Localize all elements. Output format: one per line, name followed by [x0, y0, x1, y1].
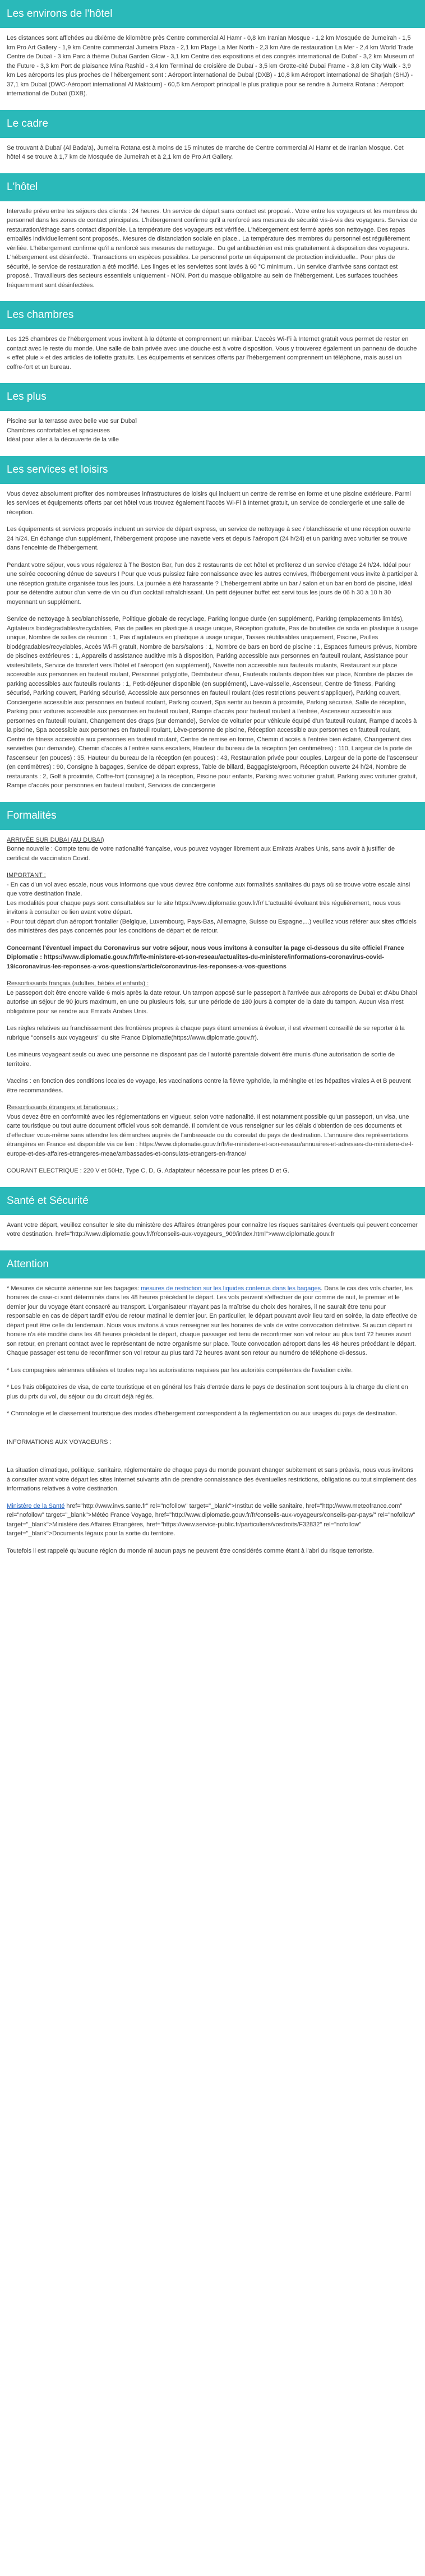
section-title-environs: Les environs de l'hôtel — [0, 0, 425, 28]
services-paragraph: Les équipements et services proposés incluent un service de départ express, un service de nettoyage à sec / blanchisserie et une réception ouverte 24 h/24. En échange d'un supplément, l'hébergement propose une navette vers et depuis l'aéroport (24 h/24) et un parking avec voiturier se trouve dans l'enceinte de l'hébergement. — [7, 526, 411, 551]
important-line: - Pour tout départ d'un aéroport frontalier (Belgique, Luxembourg, Pays-Bas, Allemagne, Suisse ou Espagne,...) veuillez vous référer aux sites officiels des ministères des pays concernés pour les conditions de départ et de retour. — [7, 918, 417, 934]
section-title-chambres: Les chambres — [0, 301, 425, 329]
chrono-text: * Chronologie et le classement touristique des modes d'hébergement correspondent à la réglementation ou aux usages du pays de destination. — [7, 1410, 398, 1417]
regles-text: Les règles relatives au franchissement des frontières propres à chaque pays étant amenées à évoluer, il est vivement conseillé de se reporter à la rubrique "conseils aux voyageurs" du site France Diplomatie(https://www.diplomatie.gouv.fr). — [7, 1025, 405, 1041]
environs-text: Les distances sont affichées au dixième de kilomètre près Centre commercial Al Hamr - 0,8 km Iranian Mosque - 1,2 km Mosquée de Jumeirah - 1,5 km Pro Art Gallery - 1,9 km Centre commercial Jumeira Plaza - 2,1 km Plage La Mer North - 2,3 km Aire de restauration La Mer - 2,4 km World Trade Centre de Dubaï - 3 km Parc à thème Dubai Garden Glow - 3,1 km Centre des expositions et des congrès international de Dubaï - 3,2 km Museum of the Future - 3,3 km Port de plaisance Mina Rashid - 3,4 km Terminal de croisière de Dubaï - 3,5 km Grotte-cité Dubai Frame - 3,8 km City Walk - 3,9 km Les aéroports les plus proches de l'hébergement sont : Aéroport international de Dubaï (DXB) - 10,8 km Aéroport international de Sharjah (SHJ) - 37,1 km Dubaï (DWC-Aéroport international Al Maktoum) - 60,5 km Aéroport principal le plus pratique pour se rendre à Jumeira Rotana : Aéroport international de Dubaï (DXB). — [7, 35, 414, 97]
arrivee-text: Bonne nouvelle : Compte tenu de votre nationalité française, vous pouvez voyager librement aux Emirats Arabes Unis, sans avoir à justifier de certificat de vaccination Covid. — [7, 846, 395, 862]
mineurs-text: Les mineurs voyageant seuls ou avec une personne ne disposant pas de l'autorité parentale doivent être munis d'une autorisation de sortie de territoire. — [7, 1051, 395, 1068]
important-line: Les modalités pour chaque pays sont consultables sur le site https://www.diplomatie.gouv.fr/fr/ L'actualité évoluant très régulièrement, nous vous invitons à consulter ce lien avant votre départ. — [7, 899, 401, 916]
section-title-formalites: Formalités — [0, 802, 425, 830]
services-paragraph: Vous devez absolument profiter des nombreuses infrastructures de loisirs qui incluent un centre de remise en forme et une piscine extérieure. Parmi les services et équipements offerts par cet hôtel vous trouvez également l'accès Wi-Fi à Internet gratuit, un service de conciergerie et une salle de réception. — [7, 490, 411, 516]
frais-text: * Les frais obligatoires de visa, de carte touristique et en général les frais d'entrée dans le pays de destination sont toujours à la charge du client en plus du prix du vol, du séjour ou du circuit déjà réglés. — [7, 1384, 408, 1400]
important-line: - En cas d'un vol avec escale, nous vous informons que vous devrez être conforme aux formalités sanitaires du pays où se trouve votre escale ainsi que votre destination finale. — [7, 881, 410, 897]
section-title-attention: Attention — [0, 1250, 425, 1278]
plus-item: Idéal pour aller à la découverte de la ville — [7, 436, 119, 443]
important-heading: IMPORTANT : — [7, 872, 46, 879]
section-formalites — [0, 802, 425, 1178]
ministere-sante-link[interactable]: Ministère de la Santé — [7, 1502, 65, 1509]
plus-item: Chambres confortables et spacieuses — [7, 427, 110, 434]
ressortissants-heading: Ressortissants français (adultes, bébés et enfants) : — [7, 980, 149, 987]
etrangers-text: Vous devez être en conformité avec les réglementations en vigueur, selon votre nationalité. Il est notamment possible qu'un passeport, un visa, une carte touristique ou tout autre document officiel vous soit demandé. Il convient de vous renseigner sur les délais d'obtention de ces documents et d'effectuer vous-même sans attendre les démarches auprès de l'ambassade ou du consulat du pays de destination. L'annuaire des représentations étrangères en France est disponible via ce lien : https://www.diplomatie.gouv.fr/fr/le-ministere-et-son-reseau/annuaires-et-adresses-du-ministere-de-l-europe-et-des-affaires-etrangeres-meae/ambassades-et-consulats-etrangers-en-france/ — [7, 1113, 414, 1157]
ministere-rest: href="http://www.invs.sante.fr" rel="nofollow" target="_blank">Institut de veille sanitaire, href="http://www.meteofrance.com" rel="nofollow" target="_blank">Météo France Voyage, href="http://www.diplomatie.gouv.fr/fr/conseils-aux-voyageurs/conseils-par-pays/" rel="nofollow" target="_blank">Ministère des Affaires Etrangères, href="https://www.service-public.fr/particuliers/vosdroits/F32832" rel="nofollow" target="_blank">Documents légaux pour la sortie du territoire. — [7, 1502, 415, 1537]
section-title-plus: Les plus — [0, 383, 425, 411]
etrangers-heading: Ressortissants étrangers et binationaux : — [7, 1104, 119, 1111]
vaccins-text: Vaccins : en fonction des conditions locales de voyage, les vaccinations contre la fièvre typhoïde, la méningite et les hépatites virales A et B peuvent être recommandées. — [7, 1078, 411, 1094]
section-sante — [0, 1187, 425, 1241]
chambres-text: Les 125 chambres de l'hébergement vous invitent à la détente et comprennent un minibar. L'accès Wi-Fi à Internet gratuit vous permet de rester en contact avec le reste du monde. Une salle de bain privée avec une douche est à votre disposition. Vous y trouverez également un panneau de douche « effet pluie » et des articles de toilette gratuits. Les équipements et services offerts par l'hébergement comprennent un téléphone, mais aussi un coffre-fort et un bureau. — [7, 336, 417, 371]
hotel-text: Intervalle prévu entre les séjours des clients : 24 heures. Un service de départ sans contact est proposé.. Votre entre les voyageurs et les membres du personnel dans les zones de contact principales. L'hébergement confirme qu'il a renforcé ses mesures de sécurité vis-à-vis des voyageurs. Service de restauration/éthage sans contact disponible. La température des voyageurs est vérifiée. L'hébergement est fermé après son nettoyage. Des repas emballés individuellement sont proposés.. Mesures de distanciation sociale en place.. La température des membres du personnel est régulièrement vérifiée. L'hébergement confirme qu'il a renforcé ses mesures de nettoyage.. Du gel antibactérien est mis gratuitement à disposition des voyageurs. L'hébergement est désinfecté.. Transactions en espèces possibles. Le personnel porte un équipement de protection individuelle.. Pour plus de sécurité, le service de restauration a été modifié. Les linges et les serviettes sont lavés à 60 °C minimum.. Un service d'arrivée sans contact est proposé.. Travailleurs des secteurs essentiels uniquement - NON. Port du masque obligatoire au sein de l'hébergement. Les surfaces touchées fréquemment sont désinfectées. — [7, 207, 418, 289]
mesures-paragraph — [7, 1284, 418, 1358]
final-text: Toutefois il est rappelé qu'aucune région du monde ni aucun pays ne peuvent être considérés comme étant à l'abri du risque terroriste. — [7, 1547, 374, 1554]
covid-notice: Concernant l'éventuel impact du Coronavirus sur votre séjour, nous vous invitons à consulter la page ci-dessous du site officiel France Diplomatie : https://www.diplomatie.gouv.fr/fr/le-ministere-et-son-reseau/actualites-du-ministere/informations-coronavirus-covid-19/coronavirus-les-reponses-a-vos-questions/article/coronavirus-les-reponses-a-vos-questions — [7, 944, 404, 970]
services-list: Service de nettoyage à sec/blanchisserie, Politique globale de recyclage, Parking longue durée (en supplément), Parking (emplacements limités), Agitateurs biodégradables/recyclables, Pas de pailles en plastique à usage unique, Réception gratuite, Pas de bouteilles de soda en plastique à usage unique, Nombre de salles de réunion : 1, Pas d'agitateurs en plastique à usage unique, Tasses réutilisables uniquement, Piscine, Pailles biodégradables/recyclables, Accès Wi-Fi gratuit, Nombre de bars/salons : 1, Nombre de bars en bord de piscine : 1, Espaces fumeurs prévus, Nombre de piscines extérieures : 1, Appareils d'assistance auditive mis à disposition, Parking accessible aux personnes en fauteuil roulant, Assistance pour visites/billets, Service de transfert vers l'hôtel et l'aéroport (en supplément), Navette non accessible aux fauteuils roulants, Restaurant sur place accessible aux personnes en fauteuil roulant, Personnel polyglotte, Distributeur d'eau, Fauteuils roulants disponibles sur place, Nombre de places de parking accessibles aux fauteuils roulants : 1, Petit-déjeuner disponible (en supplément), Lave-vaisselle, Ascenseur, Centre de fitness, Parking sécurisé, Parking couvert, Parking sécurisé, Accessible aux personnes en fauteuil roulant (des restrictions peuvent s'appliquer), Parking couvert, Conciergerie accessible aux personnes en fauteuil roulant, Parking couvert, Spa sentir au besoin à proximité, Parking sécurisé, Salle de réception, Parking pour voitures accessible aux personnes en fauteuil roulant, Rampe d'accès pour fauteuil roulant à l'entrée, Ascenseur accessible aux personnes en fauteuil roulant, Changement des draps (sur demande), Service de voiturier pour véhicule équipé d'un fauteuil roulant, Rampe d'accès à la piscine, Spa accessible aux personnes en fauteuil roulant, Lève-personne de piscine, Réception accessible aux personnes en fauteuil roulant, Centre de fitness accessible aux personnes en fauteuil roulant, Centre de remise en forme, Chemin d'accès à l'entrée bien éclairé, Changement des serviettes (sur demande), Chemin d'accès à l'entrée sans escaliers, Hauteur du bureau de la réception (en centimètres) : 110, Largeur de la porte de l'ascenseur (en pouces) : 35, Hauteur du bureau de la réception (en pouces) : 43, Restauration privée pour couples, Largeur de la porte de l'ascenseur (en centimètres) : 90, Consigne à bagages, Service de départ express, Table de billard, Baggagiste/groom, Réception ouverte 24 h/24, Nombre de restaurants : 2, Golf à proximité, Coffre-fort (consigne) à la réception, Piscine pour enfants, Parking avec voiturier gratuit, Parking avec voiturier gratuit, Rampe d'accès pour personnes en fauteuil roulant, Services de conciergerie — [7, 616, 418, 789]
section-attention — [0, 1250, 425, 1558]
liquides-restriction-link[interactable]: mesures de restriction sur les liquides contenus dans les bagages — [141, 1285, 321, 1292]
info-text: La situation climatique, politique, sanitaire, réglementaire de chaque pays du monde pouvant changer subitement et sans préavis, nous vous invitons à consulter avant votre départ les sites Internet suivants afin de prendre connaissance des éventuelles restrictions, obligations ou tout simplement des informations relatives à votre destination. — [7, 1467, 417, 1492]
services-paragraph: Pendant votre séjour, vous vous régalerez à The Boston Bar, l'un des 2 restaurants de cet hôtel et profiterez d'un service d'étage 24 h/24. Idéal pour une soirée cocooning dénue de saveurs ! Pour que vous puissiez faire connaissance avec les autres convives, l'hébergement vous invite à participer à une réception gratuite organisée tous les jours. La journée a été harassante ? L'hébergement abrite un bar / salon et un bar en bord de piscine, idéal pour se détendre autour d'un verre de vin ou d'un cocktail rafraîchissant. Un petit déjeuner buffet est servi tous les jours de 06 h 30 à 10 h 30 moyennant un supplément. — [7, 561, 418, 606]
devises-text: * Les compagnies aériennes utilisées et toutes reçu les autorisations requises par les autorités compétentes de l'aviation civile. — [7, 1367, 353, 1374]
arrivee-heading: ARRIVÉE SUR DUBAI (AU DUBAI) — [7, 836, 104, 843]
courant-text: COURANT ELECTRIQUE : 220 V et 50Hz, Type C, D, G. Adaptateur nécessaire pour les prises D et G. — [7, 1167, 289, 1174]
ministere-paragraph — [7, 1502, 418, 1539]
section-title-services: Les services et loisirs — [0, 456, 425, 484]
section-environs — [0, 0, 425, 101]
section-hotel — [0, 173, 425, 293]
section-cadre — [0, 110, 425, 164]
info-heading: INFORMATIONS AUX VOYAGEURS : — [7, 1438, 112, 1446]
mesures-rest: . Dans le cas des vols charter, les horaires de case-ci sont déterminés dans les 48 heures précédant le départ. Les vols peuvent s'effectuer de jour comme de nuit, le premier et le dernier jour du voyage étant consacré au transport. L'organisateur n'ayant pas la maîtrise du choix des horaires, il ne saurait être tenu pour responsable en cas de départ tardif et/ou de retour matinal le dernier jour. En particulier, le départ pouvant avoir lieu tard en soirée, la date effective de départ peut être celle du lendemain. Nous vous invitons à vous renseigner sur les horaires de vols de votre convocation définitive. Si aucun départ ni horaire n'a été modifié dans les 48 heures précédant le départ, chaque passager est tenu de reconfirmer son vol retour au plus tard 72 heures avant son retour, en prenant contact avec le représentant de notre organisme sur place. Toute convocation aéroport dans les 48 heures précédant le départ. Chaque passager est tenu de reconfirmer son vol retour au plus tard 72 heures avant son retour au numéro de téléphone ci-dessus. — [7, 1285, 417, 1356]
ressortissants-text: Le passeport doit être encore valide 6 mois après la date retour. Un tampon apposé sur le passeport à l'arrivée aux aéroports de Dubaï et d'Abu Dhabi autorise un séjour de 90 jours maximum, en une ou plusieurs fois, sur une période de 180 jours à compter de la date du tampon. Aucun visa n'est obligatoire pour se rendre aux Emirats Arabes Unis. — [7, 989, 417, 1015]
section-title-sante: Santé et Sécurité — [0, 1187, 425, 1215]
section-chambres — [0, 301, 425, 374]
mesures-prefix: * Mesures de sécurité aérienne sur les bagages: — [7, 1285, 141, 1292]
cadre-text: Se trouvant à Dubaï (Al Bada'a), Jumeira Rotana est à moins de 15 minutes de marche de Centre commercial Al Hamr et de Iranian Mosque. Cet hôtel 4 se trouve à 1,7 km de Mosquée de Jumeirah et à 2,1 km de Pro Art Gallery. — [7, 144, 404, 160]
section-services — [0, 456, 425, 793]
sante-text: Avant votre départ, veuillez consulter le site du ministère des Affaires étrangères pour connaître les risques sanitaires éventuels qui peuvent concerner votre destination. href="http://www.diplomatie.gouv.fr/fr/conseils-aux-voyageurs_909/index.html">www.diplomatie.gouv.fr — [7, 1221, 418, 1238]
plus-item: Piscine sur la terrasse avec belle vue sur Dubaï — [7, 418, 137, 424]
section-plus — [0, 383, 425, 447]
section-title-cadre: Le cadre — [0, 110, 425, 138]
section-title-hotel: L'hôtel — [0, 173, 425, 201]
